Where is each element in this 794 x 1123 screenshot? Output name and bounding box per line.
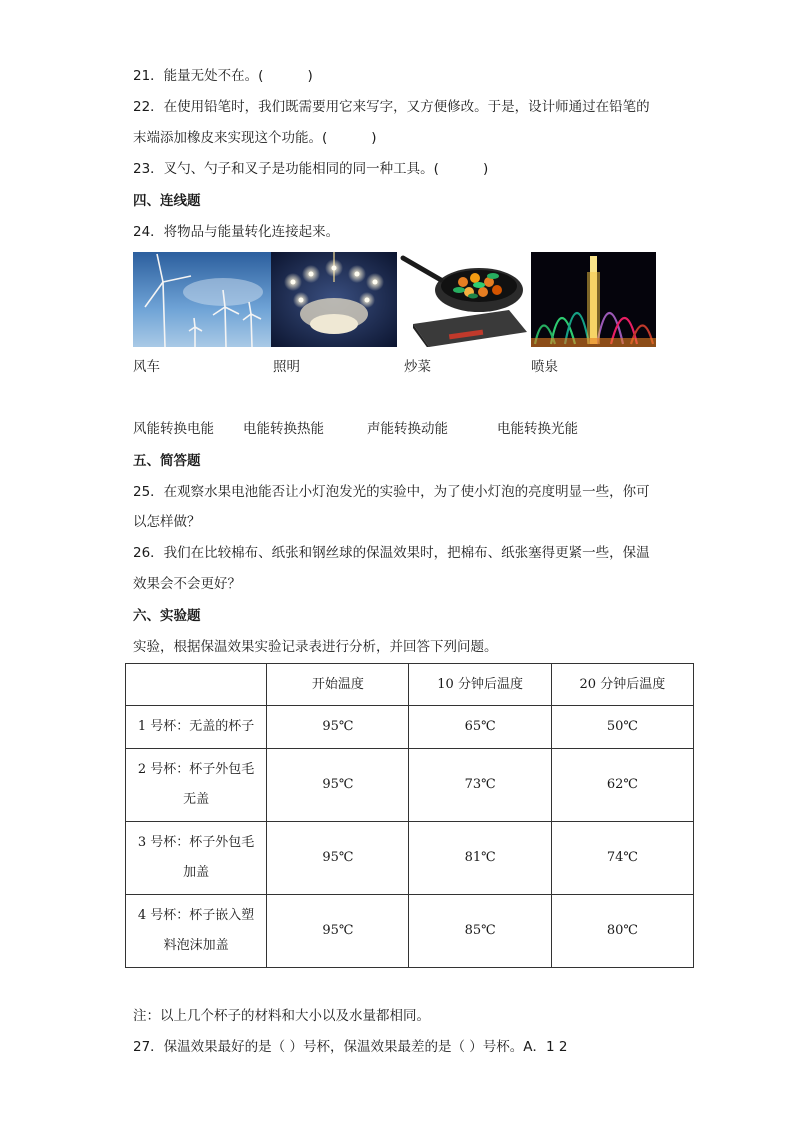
start-temp-cell: 95℃: [267, 706, 409, 749]
conversion-label-2: 电能转换热能: [243, 421, 324, 437]
table-row: [126, 895, 694, 968]
item-label-stir-fry: 炒菜: [404, 359, 431, 375]
section-4-title: 四、连线题: [133, 193, 201, 209]
cup-label-cell: 2 号杯：杯子外包毛 无盖: [126, 749, 267, 822]
item-label-windmill: 风车: [133, 359, 160, 375]
question-23: 23．叉勺、勺子和叉子是功能相同的同一种工具。( ): [133, 161, 489, 177]
start-temp-cell: 95℃: [267, 895, 409, 968]
question-27: 27．保温效果最好的是（ ）号杯，保温效果最差的是（ ）号杯。A．1 2: [133, 1039, 568, 1055]
question-25-line2: 以怎样做？: [133, 514, 201, 530]
conversion-label-1: 风能转换电能: [133, 421, 214, 437]
question-26-line2: 效果会不会更好？: [133, 576, 241, 592]
experiment-intro: 实验，根据保温效果实验记录表进行分析，并回答下列问题。: [133, 639, 498, 655]
wok-induction-cooker-image: [399, 252, 531, 347]
start-temp-cell: 95℃: [267, 822, 409, 895]
table-header-cell: 10 分钟后温度: [409, 664, 551, 706]
insulation-record-table: [125, 663, 694, 968]
question-21-text: 21．能量无处不在。(: [133, 68, 264, 84]
temp-10min-cell: 85℃: [409, 895, 551, 968]
temp-10min-cell: 81℃: [409, 822, 551, 895]
temp-20min-cell: 62℃: [551, 749, 693, 822]
start-temp-cell: 95℃: [267, 749, 409, 822]
temp-20min-cell: 50℃: [551, 706, 693, 749]
question-21: 21．能量无处不在。( ): [133, 68, 313, 84]
table-row: [126, 706, 694, 749]
wind-turbine-image: [133, 252, 271, 347]
question-24: 24．将物品与能量转化连接起来。: [133, 224, 340, 240]
temp-20min-cell: 80℃: [551, 895, 693, 968]
table-header-cell: 开始温度: [267, 664, 409, 706]
conversion-label-4: 电能转换光能: [497, 421, 578, 437]
temp-20min-cell: 74℃: [551, 822, 693, 895]
fountain-image: [531, 252, 656, 347]
question-22-line1: 22．在使用铅笔时，我们既需要用它来写字，又方便修改。于是，设计师通过在铅笔的: [133, 99, 650, 115]
cup-label-cell: 3 号杯：杯子外包毛 加盖: [126, 822, 267, 895]
table-header-row: [126, 664, 694, 706]
table-header-cell: [126, 664, 267, 706]
item-label-lighting: 照明: [273, 359, 300, 375]
temp-10min-cell: 65℃: [409, 706, 551, 749]
table-row: [126, 749, 694, 822]
item-label-fountain: 喷泉: [531, 359, 558, 375]
question-26-line1: 26．我们在比较棉布、纸张和钢丝球的保温效果时，把棉布、纸张塞得更紧一些，保温: [133, 545, 650, 561]
chandelier-image: [271, 252, 397, 347]
table-row: [126, 822, 694, 895]
temp-10min-cell: 73℃: [409, 749, 551, 822]
cup-label-cell: 4 号杯：杯子嵌入塑 料泡沫加盖: [126, 895, 267, 968]
question-25-line1: 25．在观察水果电池能否让小灯泡发光的实验中，为了使小灯泡的亮度明显一些，你可: [133, 484, 650, 500]
section-6-title: 六、实验题: [133, 608, 201, 624]
question-22-line2: 末端添加橡皮来实现这个功能。( ): [133, 130, 377, 146]
conversion-label-3: 声能转换动能: [367, 421, 448, 437]
table-header-cell: 20 分钟后温度: [551, 664, 693, 706]
cup-label-cell: 1 号杯：无盖的杯子: [126, 706, 267, 749]
section-5-title: 五、简答题: [133, 453, 201, 469]
table-note: 注：以上几个杯子的材料和大小以及水量都相同。: [133, 1008, 430, 1024]
